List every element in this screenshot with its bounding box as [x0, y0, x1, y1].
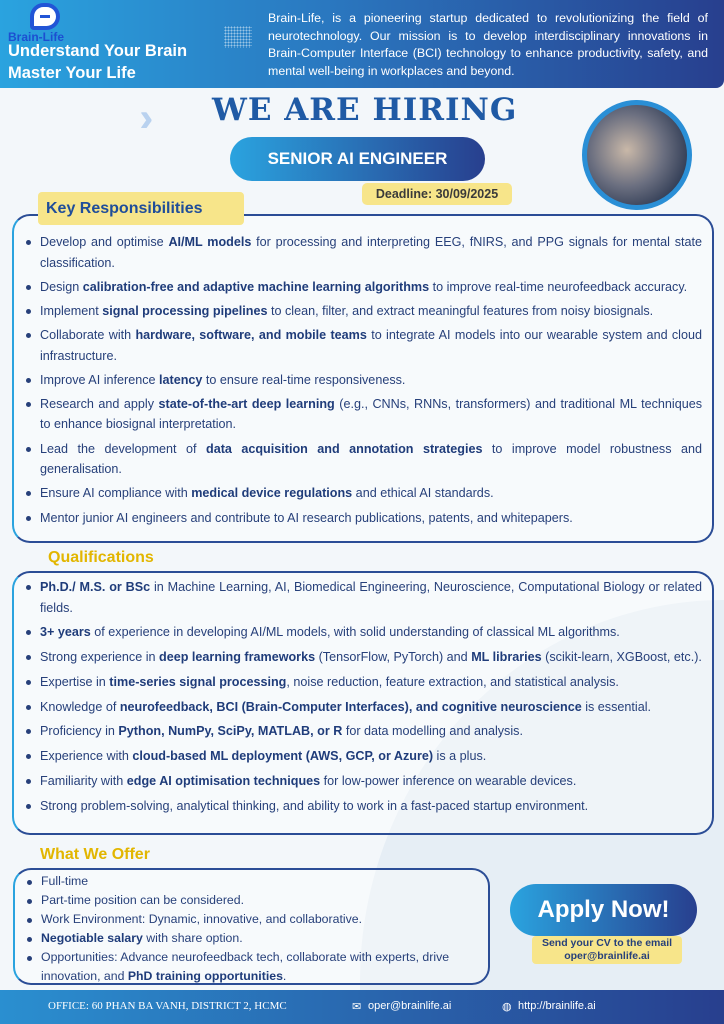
item-text: with share option.	[142, 931, 243, 945]
item-text: for data modelling and analysis.	[342, 724, 523, 739]
team-photo	[582, 100, 692, 210]
item-text: Opportunities: Advance neurofeedback tech, collaborate with experts, drive innovation, and	[41, 950, 450, 983]
offer-item	[19, 929, 476, 948]
qualifications-item	[18, 647, 702, 668]
item-text: of experience in developing AI/ML models, with solid understanding of classical ML algorithms.	[90, 625, 620, 640]
bold-text: calibration-free and adaptive machine learning algorithms	[82, 279, 430, 294]
responsibilities-item	[18, 439, 702, 480]
item-text: Implement	[40, 303, 103, 318]
item-text: Design	[40, 279, 83, 294]
item-text: Work Environment: Dynamic, innovative, and collaborative.	[41, 912, 363, 926]
qualifications-item	[18, 771, 702, 792]
item-text: Familiarity with	[40, 774, 127, 789]
bold-text: Negotiable salary	[41, 931, 143, 945]
footer	[0, 990, 724, 1024]
item-text: and ethical AI standards.	[352, 486, 494, 501]
dot-pattern	[224, 26, 252, 48]
item-text: Expertise in	[40, 674, 110, 689]
deadline-badge: Deadline: 30/09/2025	[362, 183, 512, 205]
item-text: Experience with	[40, 749, 133, 764]
qualifications-list	[18, 577, 702, 816]
item-text: to integrate AI models into our wearable system and cloud infrastructure.	[40, 328, 702, 363]
qualifications-item	[18, 721, 702, 742]
responsibilities-item	[18, 483, 702, 504]
about-text: Brain-Life, is a pioneering startup dedicated to revolutionizing the field of neurotechnology. Our mission is to develop interdisciplinary innovations in Brain-Computer Interface (BCI) technology to enhance productivity, safety, and mental well-being in workplaces and beyond.	[268, 11, 708, 78]
item-text: Research and apply	[40, 396, 159, 411]
responsibilities-list	[18, 232, 702, 528]
bold-text: edge AI optimisation techniques	[126, 774, 321, 789]
bold-text: AI/ML models	[168, 235, 252, 249]
mail-icon: ✉	[352, 1001, 362, 1013]
qualifications-box	[12, 571, 714, 835]
item-text: Strong problem-solving, analytical thinking, and ability to work in a fast-paced startup environment.	[40, 798, 589, 813]
qualifications-item	[18, 577, 702, 618]
item-text: Improve AI inference	[40, 372, 160, 387]
bold-text: Python, NumPy, SciPy, MATLAB, or R	[118, 724, 343, 739]
send-cv-note	[532, 936, 682, 964]
offer-item	[19, 948, 476, 986]
bold-text: latency	[159, 372, 203, 387]
qualifications-title: Qualifications	[48, 549, 154, 566]
responsibilities-box	[12, 214, 714, 543]
bold-text: PhD training opportunities	[127, 969, 283, 983]
qualifications-item	[18, 672, 702, 693]
bold-text: state-of-the-art deep learning	[158, 396, 335, 411]
apply-now-button[interactable]: Apply Now!	[510, 884, 697, 936]
item-text: Part-time position can be considered.	[41, 893, 245, 907]
item-text: Develop and optimise	[40, 235, 169, 249]
offer-item	[19, 872, 476, 891]
item-text: (e.g., CNNs, RNNs, transformers) and traditional ML techniques to enhance biosignal interpretation.	[40, 396, 703, 432]
send-cv-text: Send your CV to the email	[541, 937, 673, 949]
tagline-1: Understand Your Brain	[8, 42, 188, 60]
item-text: Proficiency in	[40, 724, 119, 739]
item-text: is essential.	[581, 699, 651, 714]
item-text: to clean, filter, and extract meaningful features from noisy biosignals.	[267, 303, 654, 318]
item-text: is a plus.	[433, 749, 487, 764]
bold-text: 3+ years	[40, 625, 91, 640]
globe-icon: ◍	[502, 1001, 512, 1013]
responsibilities-item	[18, 508, 702, 529]
bold-text: data acquisition and annotation strategies	[206, 441, 483, 456]
bold-text: neurofeedback, BCI (Brain-Computer Interfaces), and cognitive neuroscience	[119, 699, 582, 714]
bold-text: signal processing pipelines	[102, 303, 268, 318]
item-text: Ensure AI compliance with	[40, 486, 192, 501]
responsibilities-title: Key Responsibilities	[38, 192, 244, 225]
responsibilities-item	[18, 232, 702, 273]
offer-list	[19, 872, 476, 986]
bold-text: deep learning frameworks	[159, 650, 316, 665]
item-text: to improve model robustness and generalisation.	[40, 441, 702, 477]
position-pill: SENIOR AI ENGINEER	[230, 137, 485, 181]
item-text: .	[282, 969, 287, 983]
bold-text: hardware, software, and mobile teams	[135, 328, 367, 343]
item-text: Lead the development of	[40, 441, 206, 456]
header	[0, 0, 724, 88]
qualifications-item	[18, 746, 702, 767]
responsibilities-item	[18, 325, 702, 366]
responsibilities-item	[18, 301, 702, 322]
bold-text: medical device regulations	[191, 486, 353, 501]
tagline-2: Master Your Life	[8, 64, 136, 82]
qualifications-item	[18, 622, 702, 643]
item-text: Strong experience in	[40, 650, 160, 665]
offer-title: What We Offer	[40, 846, 150, 863]
item-text: to ensure real-time responsiveness.	[202, 372, 406, 387]
brain-life-logo-icon	[30, 3, 60, 30]
item-text: to improve real-time neurofeedback accuracy.	[429, 279, 688, 294]
item-text: for processing and interpreting EEG, fNIRS, and PPG signals for mental state classification.	[40, 235, 703, 270]
item-text: in Machine Learning, AI, Biomedical Engineering, Neuroscience, Computational Biology or related fields.	[40, 580, 702, 615]
item-text: (scikit-learn, XGBoost, etc.).	[541, 650, 702, 665]
offer-box	[13, 868, 490, 985]
item-text: (TensorFlow, PyTorch) and	[315, 650, 472, 665]
item-text: Collaborate with	[40, 328, 136, 343]
send-cv-email[interactable]: oper@brainlife.ai	[564, 950, 650, 962]
bold-text: Ph.D./ M.S. or BSc	[40, 580, 151, 594]
bold-text: time-series signal processing	[109, 674, 287, 689]
bold-text: ML libraries	[471, 650, 542, 665]
footer-email-link[interactable]: oper@brainlife.ai	[368, 1000, 452, 1012]
hiring-title: WE ARE HIRING	[212, 92, 518, 128]
responsibilities-item	[18, 370, 702, 391]
item-text: Knowledge of	[40, 699, 120, 714]
responsibilities-item	[18, 277, 702, 298]
responsibilities-item	[18, 394, 702, 435]
item-text: , noise reduction, feature extraction, and statistical analysis.	[286, 674, 619, 689]
item-text: for low-power inference on wearable devices.	[320, 774, 577, 789]
brand-name: Brain-Life	[8, 30, 65, 44]
qualifications-item	[18, 697, 702, 718]
item-text: Mentor junior AI engineers and contribute to AI research publications, patents, and whitepapers.	[40, 510, 573, 525]
item-text: Full-time	[41, 874, 89, 888]
footer-website-link[interactable]: http://brainlife.ai	[518, 1000, 596, 1012]
office-address: OFFICE: 60 PHAN BA VANH, DISTRICT 2, HCMC	[48, 1000, 287, 1012]
offer-item	[19, 910, 476, 929]
offer-item	[19, 891, 476, 910]
qualifications-item	[18, 796, 702, 817]
bold-text: cloud-based ML deployment (AWS, GCP, or Azure)	[132, 749, 434, 764]
